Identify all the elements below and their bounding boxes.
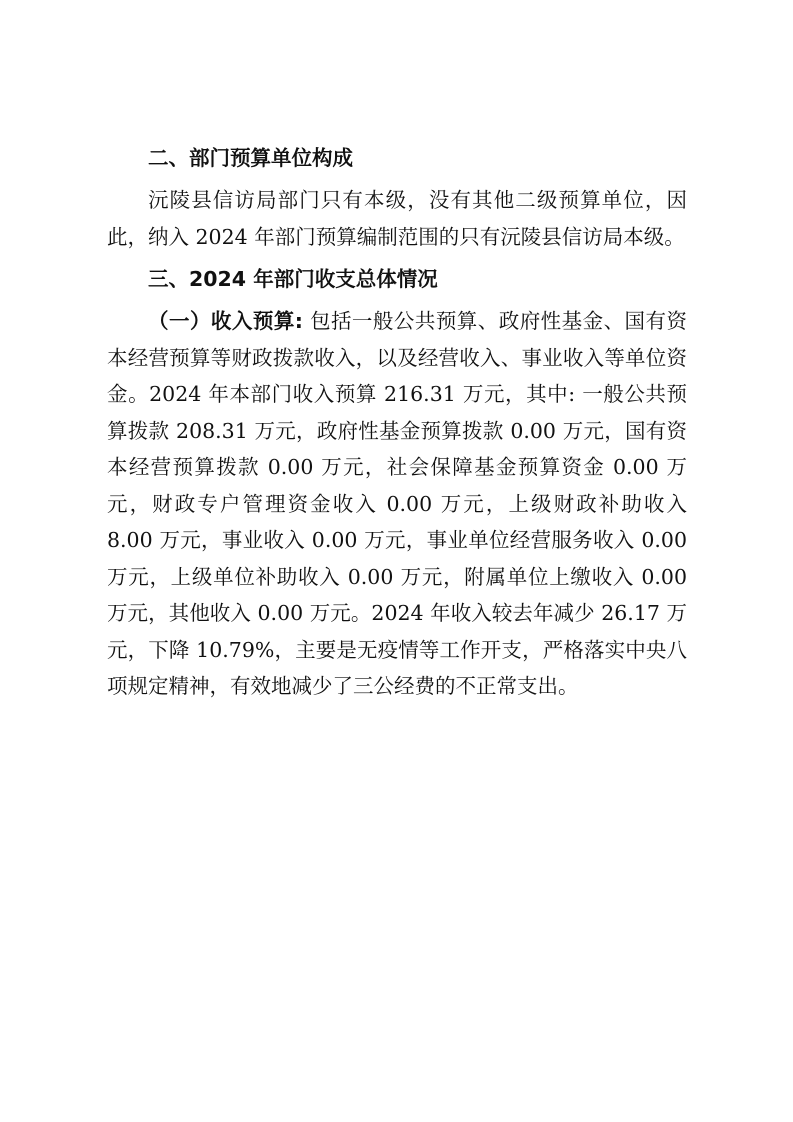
income-budget-lead: （一）收入预算: <box>148 309 303 333</box>
section-2-paragraph: 沅陵县信访局部门只有本级，没有其他二级预算单位，因此，纳入 2024 年部门预算编制范围的只有沅陵县信访局本级。 <box>107 188 687 249</box>
income-budget-paragraph <box>107 303 687 705</box>
income-budget-text: 包括一般公共预算、政府性基金、国有资本经营预算等财政拨款收入，以及经营收入、事业收入等单位资金。2024 年本部门收入预算 216.31 万元，其中: 一般公共预算拨款 208.31 万元，政府性基金预算拨款 0.00 万元，国有资本经营预算拨款 0.00 万元，社会保障基金预算资金 0.00 万元，财政专户管理资金收入 0.00 万元，上级财政补助收入 8.00 万元，事业收入 0.00 万元，事业单位经营服务收入 0.00 万元，上级单位补助收入 0.00 万元，附属单位上缴收入 0.00 万元，其他收入 0.00 万元。2024 年收入较去年减少 26.17 万元，下降 10.79%，主要是无疫情等工作开支，严格落实中央八项规定精神，有效地减少了三公经费的不正常支出。 <box>107 309 687 698</box>
section-3-heading: 三、2024 年部门收支总体情况 <box>148 267 438 291</box>
section-2-heading: 二、部门预算单位构成 <box>148 146 353 170</box>
document-body <box>107 138 687 705</box>
